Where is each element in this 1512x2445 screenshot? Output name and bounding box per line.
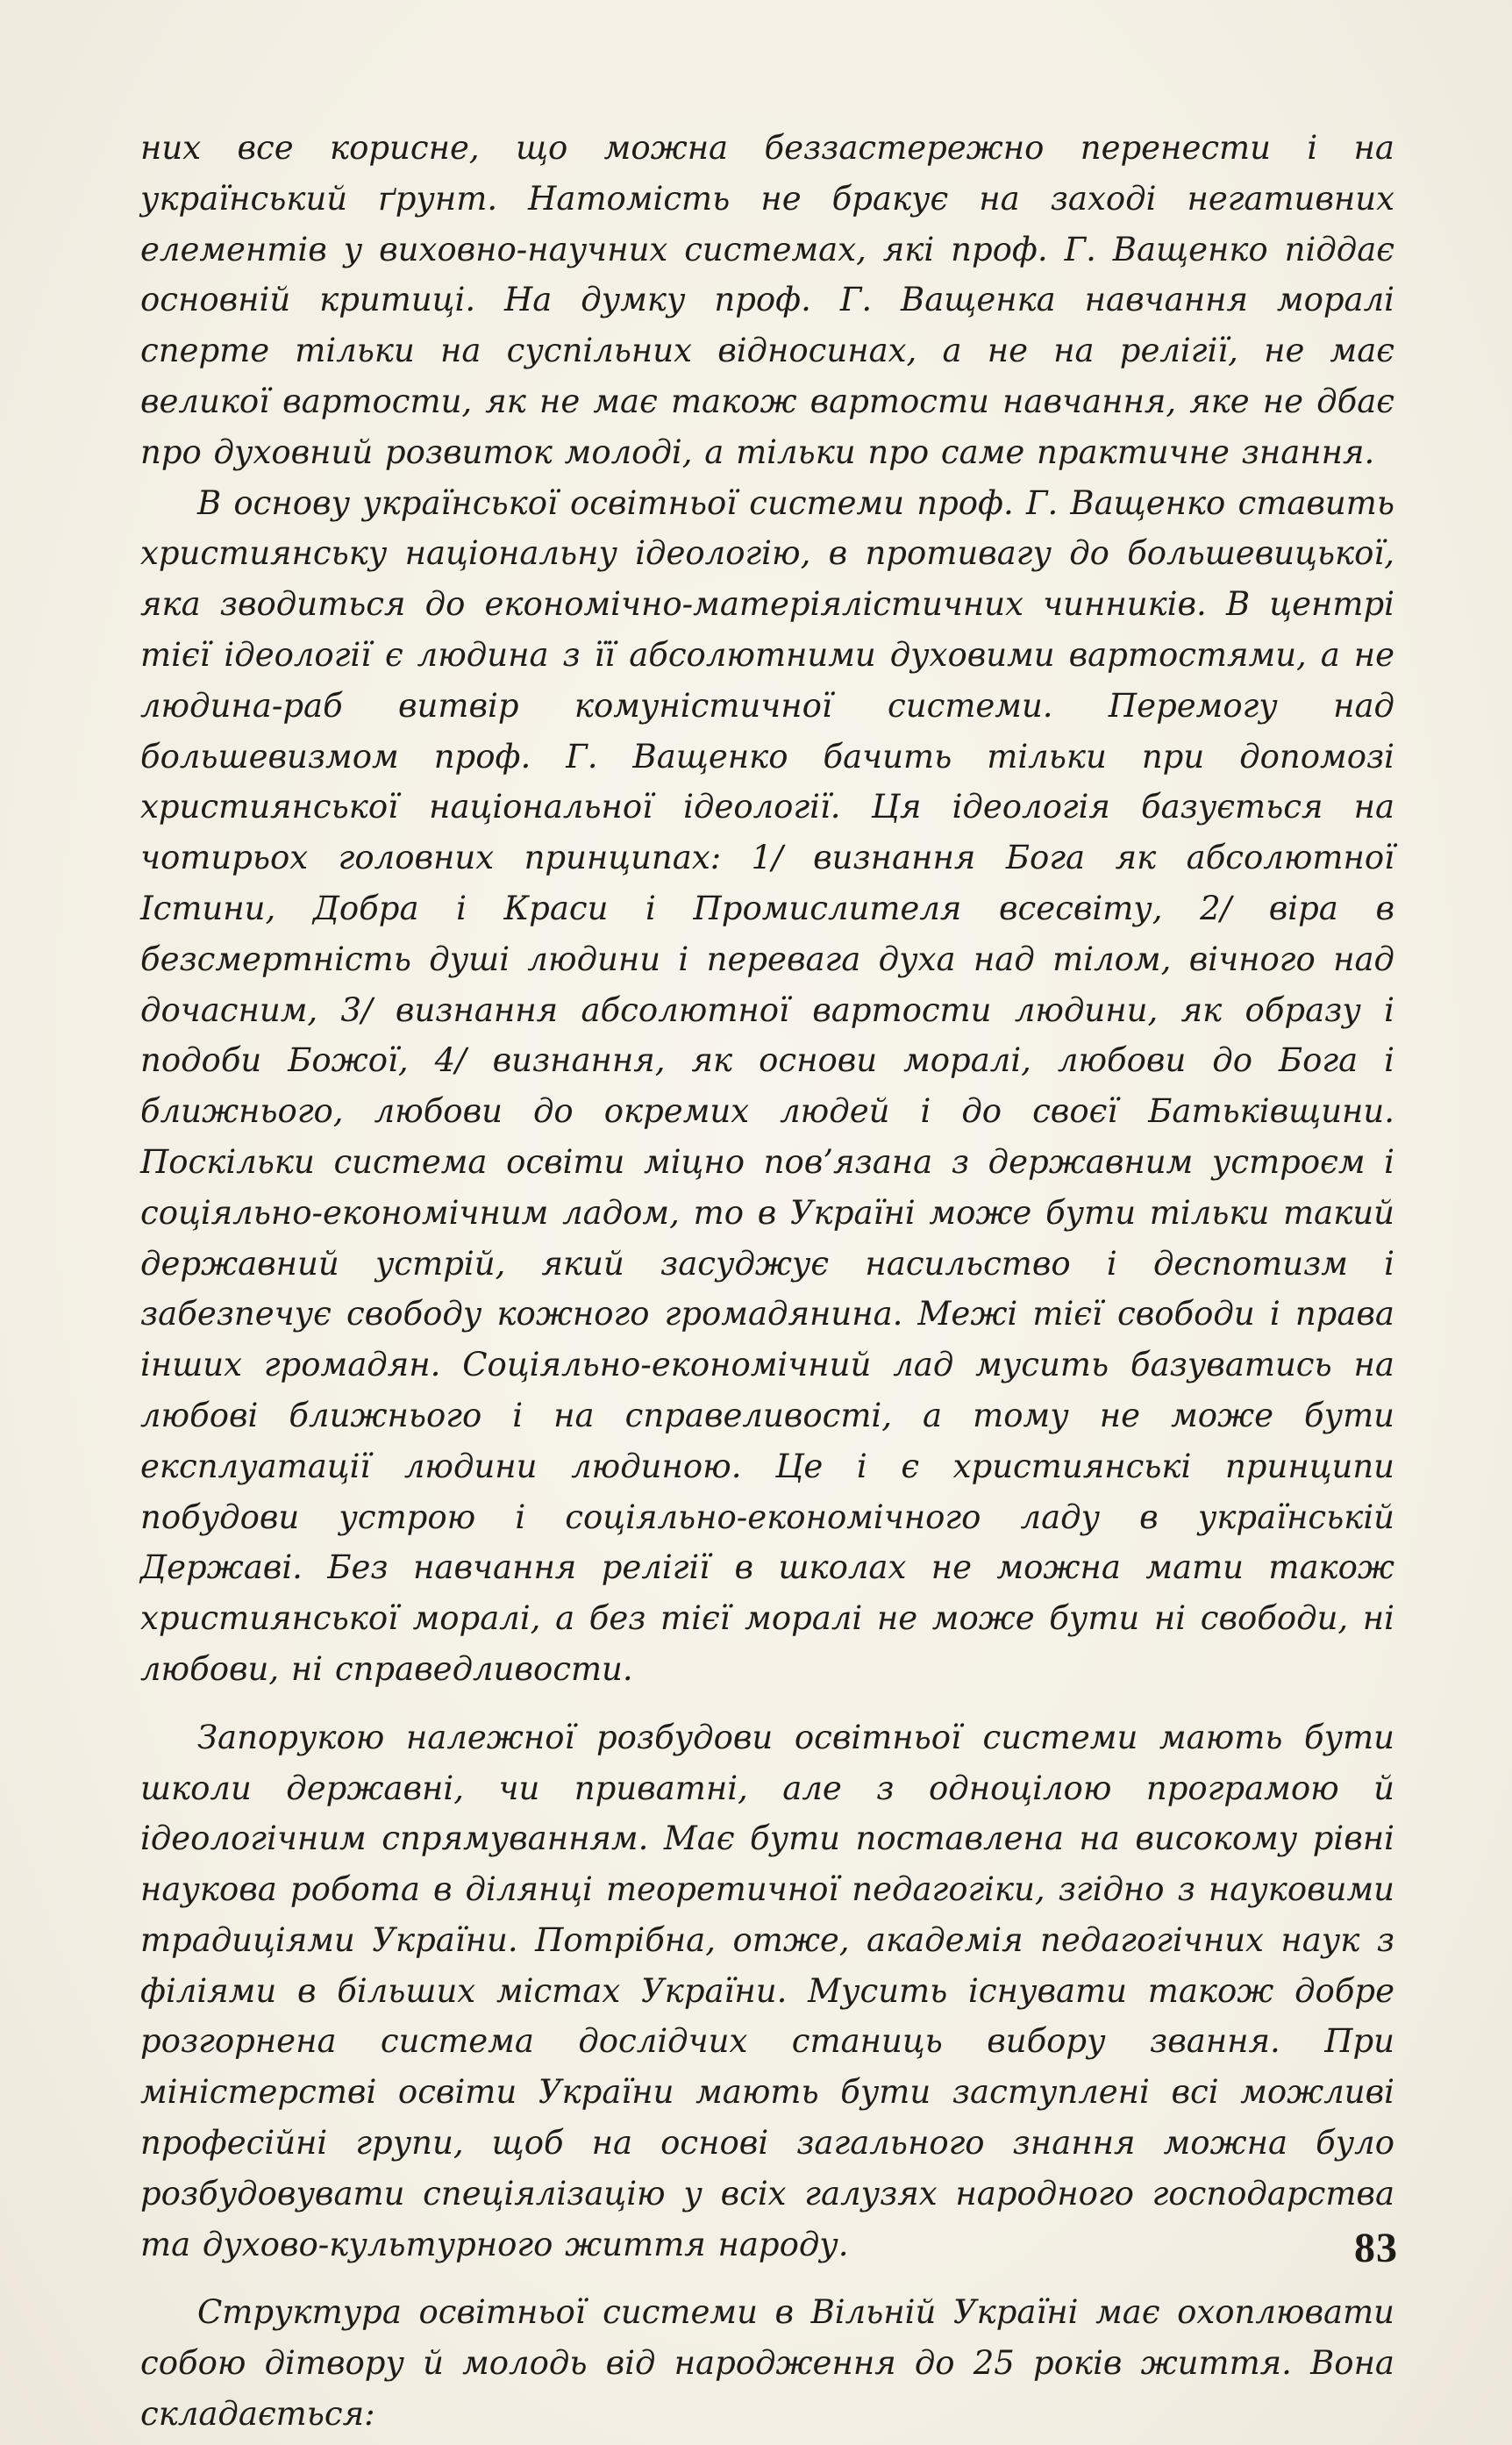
paragraph-ideology: В основу української освітньої системи проф. Г. Ващенко ставить християнську національну ідеологію, в противагу до большевицької, яка зводиться до економічно-матеріялістичних чинників. В центрі тієї ідеології є людина з її абсолютними духовими вартостями, а не людина-раб витвір комуністичної системи. Перемогу над большевизмом проф. Г. Ващенко бачить тільки при допомозі християнської національної ідеології. Ця ідеологія базується на чотирьох головних принципах: 1/ визнання Бога як абсолютної Істини, Добра і Краси і Промислителя всесвіту, 2/ віра в безсмертність душі людини і перевага духа над тілом, вічного над дочасним, 3/ визнання абсолютної вартости людини, як образу і подоби Божої, 4/ визнання, як основи моралі, любови до Бога і ближнього, любови до окремих людей і до своєї Батьківщини. Поскільки система освіти міцно пов’язана з державним устроєм і соціяльно-економічним ладом, то в Україні може бути тільки такий державний устрій, який засуджує насильство і деспотизм і забезпечує свободу кожного громадянина. Межі тієї свободи і права інших громадян. Соціяльно-економічний лад мусить базуватись на любові ближнього і на справеливості, а тому не може бути експлуатації людини людиною. Це і є християнські принципи побудови устрою і соціяльно-економічного ладу в українській Державі. Без навчання релігії в школах не можна мати також християнської моралі, а без тієї моралі не може бути ні свободи, ні любови, ні справедливости. [140,483,1394,1688]
paragraph-continued: них все корисне, що можна беззастережно перенести і на український ґрунт. Натомість не бракує на заході негативних елементів у виховно-научних системах, які проф. Г. Ващенко піддає основній критиці. На думку проф. Г. Ващенка навчання моралі сперте тільки на суспільних відносинах, а не на релігії, не має великої вартости, як не має також вартости навчання, яке не дбає про духовний розвиток молоді, а тільки про саме практичне знання. [140,129,1394,471]
body-text [140,123,1394,2440]
paragraph-structure: Структура освітньої системи в Вільній Україні має охоплювати собою дітвору й молодь від народження до 25 років життя. Вона складається: [140,2293,1394,2434]
page-number: 83 [1354,2225,1398,2271]
paragraph-education-system: Запорукою належної розбудови освітньої системи мають бути школи державні, чи приватні, але з одноцілою програмою й ідеологічним спрямуванням. Має бути поставлена на високому рівні наукова робота в ділянці теоретичної педагогіки, згідно з науковими традиціями України. Потрібна, отже, академія педагогічних наук з філіями в більших містах України. Мусить існувати також добре розгорнена система дослідчих станиць вибору звання. При міністерстві освіти України мають бути заступлені всі можливі професійні групи, щоб на основі загального знання можна було розбудовувати спеціялізацію у всіх галузях народного господарства та духово-культурного життя народу. [140,1718,1394,2263]
